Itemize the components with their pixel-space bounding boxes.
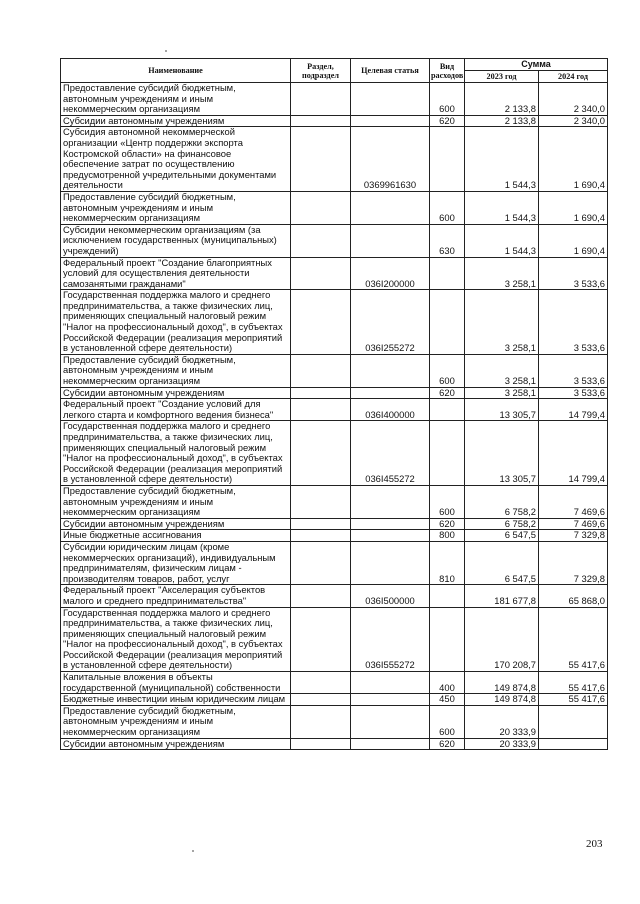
table-row xyxy=(61,127,608,192)
row-name: Субсидии некоммерческим организациям (за исключением государственных (муниципальных) учреждений) xyxy=(61,224,291,257)
row-kind xyxy=(430,607,465,672)
row-kind: 620 xyxy=(430,115,465,127)
header-kind: Вид расходов xyxy=(430,59,465,83)
row-target xyxy=(351,518,430,530)
row-kind: 600 xyxy=(430,354,465,387)
row-sum-2024: 1 690,4 xyxy=(539,127,608,192)
row-sum-2023: 3 258,1 xyxy=(465,354,539,387)
row-target: 036I200000 xyxy=(351,257,430,290)
row-target xyxy=(351,672,430,694)
row-section xyxy=(291,705,351,738)
row-kind: 810 xyxy=(430,541,465,584)
row-target xyxy=(351,705,430,738)
row-sum-2024 xyxy=(539,738,608,750)
row-section xyxy=(291,224,351,257)
table-row xyxy=(61,191,608,224)
row-kind: 600 xyxy=(430,83,465,116)
row-name: Предоставление субсидий бюджетным, автономным учреждениям и иным некоммерческим организациям xyxy=(61,354,291,387)
row-section xyxy=(291,191,351,224)
table-row xyxy=(61,518,608,530)
row-sum-2023: 20 333,9 xyxy=(465,738,539,750)
table-body xyxy=(61,83,608,750)
row-section xyxy=(291,518,351,530)
row-kind: 450 xyxy=(430,694,465,706)
row-sum-2023: 181 677,8 xyxy=(465,585,539,607)
header-sum: Сумма xyxy=(465,59,608,71)
row-section xyxy=(291,257,351,290)
row-sum-2023: 6 758,2 xyxy=(465,485,539,518)
row-sum-2023: 20 333,9 xyxy=(465,705,539,738)
row-kind xyxy=(430,127,465,192)
row-kind: 800 xyxy=(430,530,465,542)
page-number: 203 xyxy=(586,838,603,850)
row-name: Субсидия автономной некоммерческой организации «Центр поддержки экспорта Костромской области» на финансовое обеспечение затрат по осуществлению предусмотренной учредительными документами деятельности xyxy=(61,127,291,192)
row-target xyxy=(351,530,430,542)
row-name: Федеральный проект "Создание условий для легкого старта и комфортного ведения бизнеса" xyxy=(61,399,291,421)
row-section xyxy=(291,530,351,542)
row-sum-2023: 2 133,8 xyxy=(465,115,539,127)
row-name: Капитальные вложения в объекты государственной (муниципальной) собственности xyxy=(61,672,291,694)
row-name: Государственная поддержка малого и среднего предпринимательства, а также физических лиц, применяющих специальный налоговый режим "Налог на профессиональный доход", в субъектах Российской Федерации (реализация мероприятий в установленной сфере деятельности) xyxy=(61,607,291,672)
row-target: 0369961630 xyxy=(351,127,430,192)
row-sum-2024: 1 690,4 xyxy=(539,224,608,257)
row-sum-2023: 170 208,7 xyxy=(465,607,539,672)
row-kind xyxy=(430,399,465,421)
row-sum-2023: 3 258,1 xyxy=(465,257,539,290)
row-name: Федеральный проект "Акселерация субъектов малого и среднего предпринимательства" xyxy=(61,585,291,607)
row-kind xyxy=(430,585,465,607)
row-target: 036I500000 xyxy=(351,585,430,607)
row-kind: 600 xyxy=(430,705,465,738)
header-year-2024: 2024 год xyxy=(539,71,608,83)
row-sum-2024: 1 690,4 xyxy=(539,191,608,224)
row-section xyxy=(291,354,351,387)
row-target xyxy=(351,115,430,127)
row-sum-2024: 3 533,6 xyxy=(539,354,608,387)
row-section xyxy=(291,387,351,399)
row-name: Субсидии автономным учреждениям xyxy=(61,115,291,127)
header-year-2023: 2023 год xyxy=(465,71,539,83)
table-row xyxy=(61,738,608,750)
table-header xyxy=(61,59,608,83)
row-section xyxy=(291,115,351,127)
row-kind: 630 xyxy=(430,224,465,257)
table-row xyxy=(61,672,608,694)
row-sum-2023: 13 305,7 xyxy=(465,399,539,421)
row-sum-2023: 13 305,7 xyxy=(465,421,539,486)
row-section xyxy=(291,738,351,750)
row-sum-2023: 149 874,8 xyxy=(465,694,539,706)
row-name: Иные бюджетные ассигнования xyxy=(61,530,291,542)
row-sum-2024: 14 799,4 xyxy=(539,421,608,486)
row-sum-2024: 55 417,6 xyxy=(539,694,608,706)
row-section xyxy=(291,421,351,486)
scan-speck xyxy=(165,50,167,52)
row-sum-2024: 14 799,4 xyxy=(539,399,608,421)
row-target: 036I555272 xyxy=(351,607,430,672)
row-target: 036I400000 xyxy=(351,399,430,421)
row-sum-2023: 1 544,3 xyxy=(465,224,539,257)
header-name: Наименование xyxy=(61,59,291,83)
scan-speck xyxy=(192,850,194,852)
table-row xyxy=(61,705,608,738)
row-kind xyxy=(430,290,465,355)
row-sum-2023: 149 874,8 xyxy=(465,672,539,694)
row-section xyxy=(291,485,351,518)
table-row xyxy=(61,421,608,486)
table-row xyxy=(61,530,608,542)
row-sum-2024: 55 417,6 xyxy=(539,672,608,694)
row-kind: 620 xyxy=(430,387,465,399)
row-name: Государственная поддержка малого и среднего предпринимательства, а также физических лиц, применяющих специальный налоговый режим "Налог на профессиональный доход", в субъектах Российской Федерации (реализация мероприятий в установленной сфере деятельности) xyxy=(61,421,291,486)
row-name: Субсидии автономным учреждениям xyxy=(61,518,291,530)
row-section xyxy=(291,585,351,607)
row-target: 036I455272 xyxy=(351,421,430,486)
table-row xyxy=(61,694,608,706)
row-sum-2024: 3 533,6 xyxy=(539,387,608,399)
row-sum-2024: 65 868,0 xyxy=(539,585,608,607)
row-name: Федеральный проект "Создание благоприятных условий для осуществления деятельности самозанятыми гражданами" xyxy=(61,257,291,290)
row-sum-2024: 7 329,8 xyxy=(539,530,608,542)
row-name: Субсидии юридическим лицам (кроме некоммерческих организаций), индивидуальным предпринимателям, физическим лицам - производителям товаров, работ, услуг xyxy=(61,541,291,584)
table-row xyxy=(61,115,608,127)
row-target xyxy=(351,387,430,399)
header-target: Целевая статья xyxy=(351,59,430,83)
row-sum-2024: 2 340,0 xyxy=(539,83,608,116)
row-name: Предоставление субсидий бюджетным, автономным учреждениям и иным некоммерческим организациям xyxy=(61,705,291,738)
row-target xyxy=(351,485,430,518)
row-sum-2023: 6 547,5 xyxy=(465,530,539,542)
row-sum-2023: 2 133,8 xyxy=(465,83,539,116)
row-section xyxy=(291,83,351,116)
row-target xyxy=(351,354,430,387)
row-sum-2023: 3 258,1 xyxy=(465,387,539,399)
row-name: Бюджетные инвестиции иным юридическим лицам xyxy=(61,694,291,706)
table-row xyxy=(61,224,608,257)
row-sum-2024: 2 340,0 xyxy=(539,115,608,127)
table-row xyxy=(61,387,608,399)
row-sum-2024: 3 533,6 xyxy=(539,257,608,290)
row-kind xyxy=(430,257,465,290)
header-section: Раздел, подраздел xyxy=(291,59,351,83)
row-kind: 620 xyxy=(430,518,465,530)
row-sum-2024: 7 469,6 xyxy=(539,518,608,530)
row-name: Субсидии автономным учреждениям xyxy=(61,387,291,399)
row-target: 036I255272 xyxy=(351,290,430,355)
row-sum-2023: 1 544,3 xyxy=(465,127,539,192)
row-sum-2024: 3 533,6 xyxy=(539,290,608,355)
row-sum-2024: 7 469,6 xyxy=(539,485,608,518)
row-section xyxy=(291,290,351,355)
row-sum-2023: 6 758,2 xyxy=(465,518,539,530)
row-kind xyxy=(430,421,465,486)
table-row xyxy=(61,354,608,387)
row-name: Субсидии автономным учреждениям xyxy=(61,738,291,750)
row-target xyxy=(351,224,430,257)
row-sum-2024: 7 329,8 xyxy=(539,541,608,584)
row-section xyxy=(291,607,351,672)
row-name: Предоставление субсидий бюджетным, автономным учреждениям и иным некоммерческим организациям xyxy=(61,191,291,224)
row-sum-2024 xyxy=(539,705,608,738)
table-row xyxy=(61,541,608,584)
row-sum-2023: 3 258,1 xyxy=(465,290,539,355)
row-section xyxy=(291,127,351,192)
table-row xyxy=(61,83,608,116)
row-kind: 400 xyxy=(430,672,465,694)
row-name: Предоставление субсидий бюджетным, автономным учреждениям и иным некоммерческим организациям xyxy=(61,485,291,518)
row-name: Предоставление субсидий бюджетным, автономным учреждениям и иным некоммерческим организациям xyxy=(61,83,291,116)
row-section xyxy=(291,541,351,584)
row-section xyxy=(291,672,351,694)
row-section xyxy=(291,694,351,706)
table-row xyxy=(61,399,608,421)
table-row xyxy=(61,290,608,355)
table-row xyxy=(61,607,608,672)
row-target xyxy=(351,694,430,706)
row-kind: 600 xyxy=(430,485,465,518)
row-name: Государственная поддержка малого и среднего предпринимательства, а также физических лиц, применяющих специальный налоговый режим "Налог на профессиональный доход", в субъектах Российской Федерации (реализация мероприятий в установленной сфере деятельности) xyxy=(61,290,291,355)
row-sum-2024: 55 417,6 xyxy=(539,607,608,672)
table-row xyxy=(61,257,608,290)
row-sum-2023: 6 547,5 xyxy=(465,541,539,584)
table-row xyxy=(61,585,608,607)
row-kind: 600 xyxy=(430,191,465,224)
table-row xyxy=(61,485,608,518)
row-target xyxy=(351,83,430,116)
row-kind: 620 xyxy=(430,738,465,750)
row-target xyxy=(351,191,430,224)
row-sum-2023: 1 544,3 xyxy=(465,191,539,224)
row-target xyxy=(351,738,430,750)
budget-table xyxy=(60,58,608,750)
row-section xyxy=(291,399,351,421)
row-target xyxy=(351,541,430,584)
